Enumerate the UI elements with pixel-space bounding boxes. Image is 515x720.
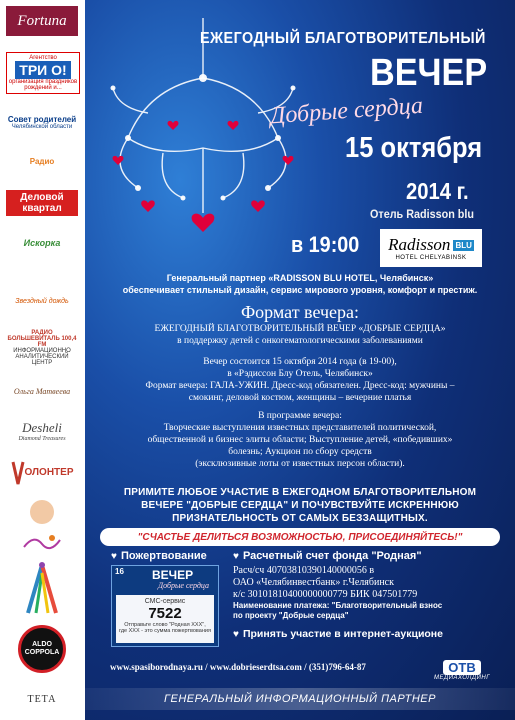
bank-details xyxy=(233,550,503,621)
trio-agency-logo[interactable] xyxy=(6,52,80,94)
info-text: ИНФОРМАЦИОННО АНАЛИТИЧЕСКИЙ ЦЕНТР xyxy=(13,348,71,366)
event-date: 15 октября xyxy=(345,132,483,164)
schedule-line1: Вечер состоится 15 октября 2014 года (в 19-00), xyxy=(203,357,397,367)
format-body-line1: ЕЖЕГОДНЫЙ БЛАГОТВОРИТЕЛЬНЫЙ ВЕЧЕР «ДОБРЫЕ СЕРДЦА» xyxy=(154,324,446,334)
heart-icon: ♥ xyxy=(233,551,239,562)
sms-service-label: СМС-сервис xyxy=(144,598,186,605)
zvezdny-dozhd-logo[interactable] xyxy=(6,284,78,318)
delovoy-line1: Деловой xyxy=(20,192,64,203)
appeal-line2: ВЕЧЕРЕ "ДОБРЫЕ СЕРДЦА" И ПОЧУВСТВУЙТЕ ИСКРЕННЮЮ xyxy=(141,500,459,511)
radisson-logo[interactable] xyxy=(380,229,482,267)
chandelier-icon xyxy=(88,18,318,248)
athlete-logo[interactable] xyxy=(6,560,78,618)
olga-matveeva-logo[interactable] xyxy=(6,382,78,400)
sms-donation-card[interactable] xyxy=(111,565,219,647)
zvezd-text: Звездный дождь xyxy=(15,297,69,305)
sms-box xyxy=(116,595,214,643)
program-line1: В программе вечера: xyxy=(258,411,342,421)
info-center-logo[interactable] xyxy=(6,350,78,364)
schedule-text xyxy=(100,356,500,404)
payment-purpose-1: Наименование платежа: "Благотворительный взнос xyxy=(233,601,443,610)
info-partner-text: ГЕНЕРАЛЬНЫЙ ИНФОРМАЦИОННЫЙ ПАРТНЕР xyxy=(164,693,436,705)
sms-mini-date: 16 xyxy=(115,567,124,576)
child-face-icon xyxy=(30,500,54,524)
bank-account: Расч/сч 40703810390140000056 в xyxy=(233,565,375,576)
sms-note-2: где ХХХ - это сумма пожертвования xyxy=(119,628,211,634)
donation-label-text: Пожертвование xyxy=(120,550,207,562)
website-links[interactable]: www.spasiborodnaya.ru / www.dobrieserdtsa.com / (351)796-64-87 xyxy=(110,662,366,672)
donation-label xyxy=(111,550,207,562)
fortuna-logo-text: Fortuna xyxy=(17,12,67,29)
kids-logo[interactable] xyxy=(6,530,78,554)
desheli-logo[interactable] xyxy=(6,414,78,448)
sovet-name: Совет родителей xyxy=(7,114,77,124)
radio2-text: РАДИО БОЛЬШЕВИТАЛЬ 100,4 FM xyxy=(7,330,77,348)
radisson-city: HOTEL CHELYABINSK xyxy=(395,255,467,261)
bank-title-text: Расчетный счет фонда "Родная" xyxy=(242,550,422,562)
headline-vecher: ВЕЧЕР xyxy=(370,52,488,94)
radisson-brand xyxy=(388,235,474,255)
appeal-line3: ПРИЗНАТЕЛЬНОСТЬ ОТ САМЫХ БЕЗЗАЩИТНЫХ. xyxy=(172,513,428,524)
general-partner-text xyxy=(100,272,500,296)
format-body xyxy=(100,323,500,347)
auction-text: Принять участие в интернет-аукционе xyxy=(242,628,443,640)
radisson-blu: BLU xyxy=(455,240,472,250)
event-year: 2014 г. xyxy=(406,178,469,204)
delovoy-line2: квартал xyxy=(22,203,62,214)
bank-title xyxy=(233,550,503,563)
athlete-icon xyxy=(22,561,62,617)
otv-logo-text: ОТВ xyxy=(443,660,480,675)
volonter-text: ОЛОНТЕР xyxy=(24,466,74,478)
trio-agency-label: Агентство xyxy=(29,55,57,61)
volonter-logo[interactable] xyxy=(6,452,78,492)
aldo-text: ALDO COPPOLA xyxy=(18,625,66,673)
program-line2: Творческие выступления известных представителей политической, xyxy=(163,423,437,433)
appeal-line1: ПРИМИТЕ ЛЮБОЕ УЧАСТИЕ В ЕЖЕГОДНОМ БЛАГОТВОРИТЕЛЬНОМ xyxy=(123,487,477,498)
volonter-hand-icon xyxy=(11,458,25,486)
partner-line1: Генеральный партнер «RADISSON BLU HOTEL, Челябинск» xyxy=(166,273,434,283)
program-line4: болезнь; Аукцион по сбору средств xyxy=(228,447,372,457)
radio-bolshevital-logo[interactable] xyxy=(6,332,78,346)
desheli-sub: Diamond Treasures xyxy=(18,436,66,442)
heart-icon: ♥ xyxy=(111,551,117,562)
bank-name: ОАО «Челябинвестбанк» г.Челябинск xyxy=(233,577,394,588)
payment-purpose-2: по проекту "Добрые сердца" xyxy=(233,611,349,620)
program-line5: (эксклюзивные лоты от известных персон области). xyxy=(195,459,405,469)
program-text xyxy=(100,410,500,470)
trio-desc: организация праздников рождений и... xyxy=(8,79,78,91)
aldo-coppola-logo[interactable] xyxy=(6,624,78,674)
radio-logo[interactable] xyxy=(6,140,78,182)
trio-name: ТРИ О! xyxy=(15,61,70,79)
sms-note-1: Отправьте слово "Родная ХХХ", xyxy=(124,622,206,628)
otv-sub: МЕДИАХОЛДИНГ xyxy=(433,675,490,681)
event-time: в 19:00 xyxy=(291,232,360,257)
schedule-line3: Формат вечера: ГАЛА-УЖИН. Дресс-код обязателен. Дресс-код: мужчины – xyxy=(145,381,455,391)
schedule-line2: в «Рэдиссон Блу Отель, Челябинск» xyxy=(227,369,373,379)
appeal-text xyxy=(100,486,500,525)
teta-logo[interactable] xyxy=(6,684,78,714)
teta-text: ТЕТА xyxy=(27,693,57,705)
format-title: Формат вечера: xyxy=(240,302,360,322)
iskorka-text: Искорка xyxy=(23,238,61,248)
format-body-line2: в поддержку детей с онкогематологическими заболеваниями xyxy=(177,336,423,346)
olga-text: Ольга Матвеева xyxy=(13,386,71,396)
radio-logo-text: Радио xyxy=(29,156,55,166)
headline-line1: ЕЖЕГОДНЫЙ БЛАГОТВОРИТЕЛЬНЫЙ xyxy=(200,30,486,47)
partner-line2: обеспечивает стильный дизайн, сервис мирового уровня, комфорт и престиж. xyxy=(122,285,478,295)
info-partner-bar xyxy=(85,688,515,710)
sovet-sub: Челябинской области xyxy=(11,123,73,130)
bank-codes: к/с 30101810400000000779 БИК 047501779 xyxy=(233,589,418,600)
desheli-name: Desheli xyxy=(22,420,62,435)
radisson-name: Radisson xyxy=(388,235,451,254)
event-hotel: Отель Radisson blu xyxy=(370,207,475,221)
sms-mini-script: Добрые сердца xyxy=(158,581,210,590)
auction-link[interactable] xyxy=(233,628,443,640)
sovet-roditeley-logo[interactable] xyxy=(6,110,78,134)
slogan-banner xyxy=(100,528,500,546)
program-line3: общественной и бизнес элиты области; Выступление детей, «победивших» xyxy=(147,435,453,445)
slogan-text: "СЧАСТЬЕ ДЕЛИТЬСЯ ВОЗМОЖНОСТЬЮ, ПРИСОЕДИНЯЙТЕСЬ!" xyxy=(137,531,463,543)
heart-icon: ♥ xyxy=(233,629,239,640)
headline-dobrye-serdtsa: Добрые сердца xyxy=(269,92,424,130)
sponsor-column xyxy=(0,0,85,720)
sms-number: 7522 xyxy=(148,605,182,622)
delovoy-kvartal-logo[interactable] xyxy=(6,190,78,216)
kids-swirl-icon xyxy=(22,532,62,552)
sms-mini-vecher: ВЕЧЕР xyxy=(152,568,194,582)
fortuna-logo[interactable] xyxy=(6,6,78,36)
otv-logo[interactable] xyxy=(432,660,492,686)
schedule-line4: смокинг, деловой костюм, женщины – вечерние платья xyxy=(188,393,412,403)
child-photo xyxy=(6,498,78,526)
iskorka-logo[interactable] xyxy=(6,222,78,264)
